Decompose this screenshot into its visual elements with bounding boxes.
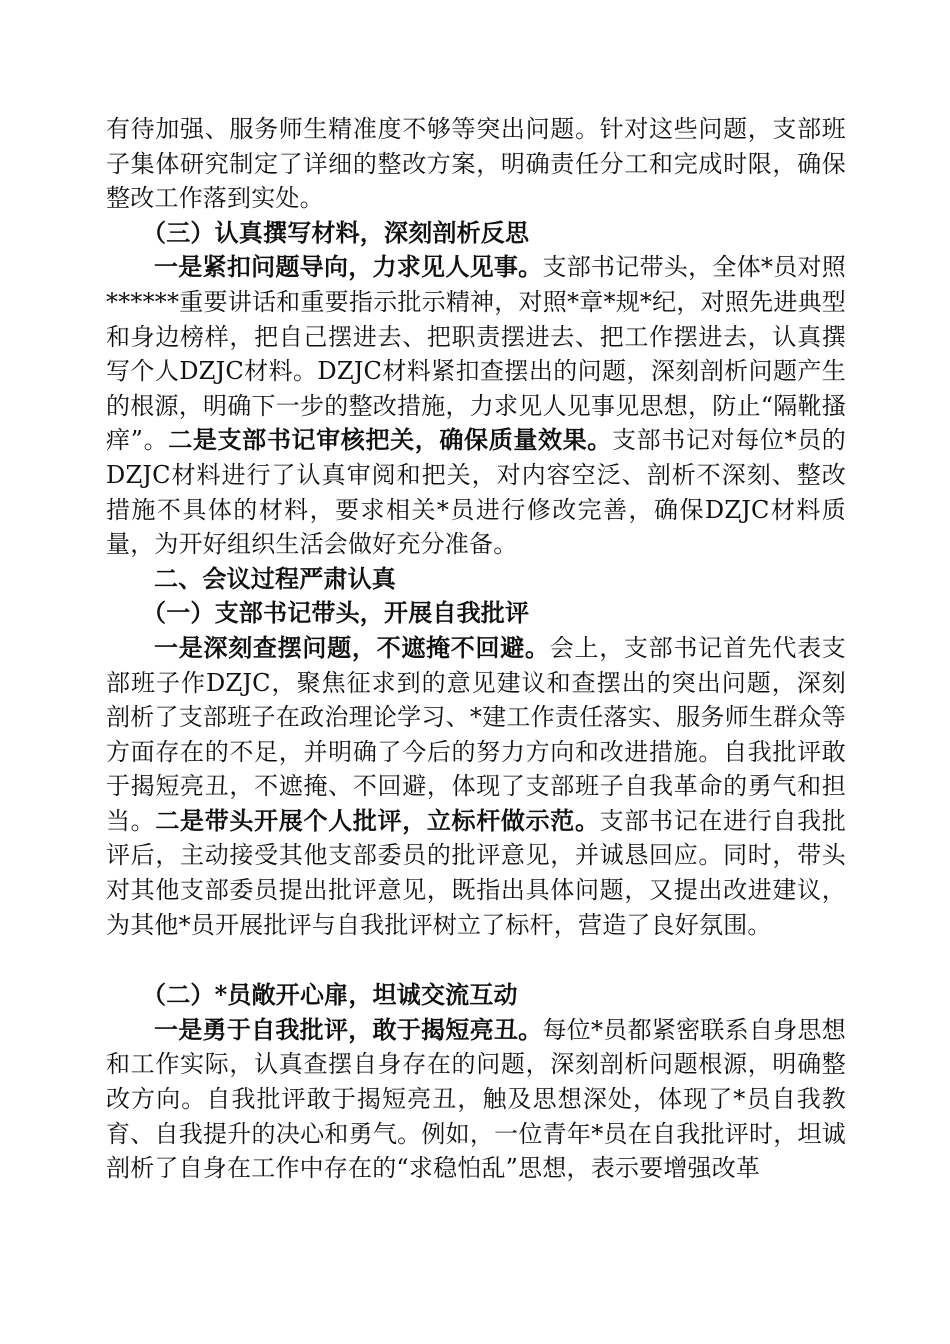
paragraph — [106, 631, 846, 942]
bold-lead: 二是带头开展个人批评，立标杆做示范。 — [155, 805, 600, 835]
paragraph-text: 会上，支部书记首先代表支部班子作DZJC，聚焦征求到的意见建议和查摆出的突出问题，深刻剖析了支部班子在政治理论学习、*建工作责任落实、服务师生群众等方面存在的不足，并明确了今后的努力方向和改进措施。自我批评敢于揭短亮丑，不遮掩、不回避，体现了支部班子自我革命的勇气和担当。 — [106, 633, 846, 835]
section-heading-2-2: （二）*员敞开心扉，坦诚交流互动 — [142, 980, 518, 1010]
paragraph — [106, 250, 846, 561]
paragraph-text: 支部书记对每位*员的DZJC材料进行了认真审阅和把关，对内容空泛、剖析不深刻、整改措施不具体的材料，要求相关*员进行修改完善，确保DZJC材料质量，为开好组织生活会做好充分准备。 — [106, 426, 847, 559]
section-heading-2-1: （一）支部书记带头，开展自我批评 — [142, 598, 530, 628]
document-page — [106, 112, 846, 1186]
bold-lead: 一是紧扣问题导向，力求见人见事。 — [154, 252, 543, 282]
paragraph-text: 支部书记在进行自我批评后，主动接受其他支部委员的批评意见，并诚恳回应。同时，带头对其他支部委员提出批评意见，既指出具体问题，又提出改进建议，为其他*员开展批评与自我批评树立了标杆，营造了良好氛围。 — [106, 806, 846, 939]
chapter-heading-2: 二、会议过程严肃认真 — [154, 563, 396, 593]
bold-lead: 一是深刻查摆问题，不遮掩不回避。 — [154, 632, 550, 662]
paragraph-continued — [106, 112, 846, 216]
blank-line — [106, 942, 846, 978]
bold-lead: 一是勇于自我批评，敢于揭短亮丑。 — [154, 1014, 543, 1044]
paragraph — [106, 1013, 846, 1186]
paragraph-text: 每位*员都紧密联系自身思想和工作实际，认真查摆自身存在的问题，深刻剖析问题根源，明确整改方向。自我批评敢于揭短亮丑，触及思想深处，体现了*员自我教育、自我提升的决心和勇气。例如，一位青年*员在自我批评时，坦诚剖析了自身在工作中存在的“求稳怕乱”思想，表示要增强改革 — [106, 1015, 846, 1183]
bold-lead: 二是支部书记审核把关，确保质量效果。 — [168, 425, 612, 455]
paragraph-text: 有待加强、服务师生精准度不够等突出问题。针对这些问题，支部班子集体研究制定了详细的整改方案，明确责任分工和完成时限，确保整改工作落到实处。 — [106, 115, 846, 213]
paragraph-text: 支部书记带头，全体*员对照******重要讲话和重要指示批示精神，对照*章*规*纪，对照先进典型和身边榜样，把自己摆进去、把职责摆进去、把工作摆进去，认真撰写个人DZJC材料。DZJC材料紧扣查摆出的问题，深刻剖析问题产生的根源，明确下一步的整改措施，力求见人见事见思想，防止“隔靴搔痒”。 — [106, 253, 846, 455]
section-heading-3: （三）认真撰写材料，深刻剖析反思 — [142, 217, 530, 247]
